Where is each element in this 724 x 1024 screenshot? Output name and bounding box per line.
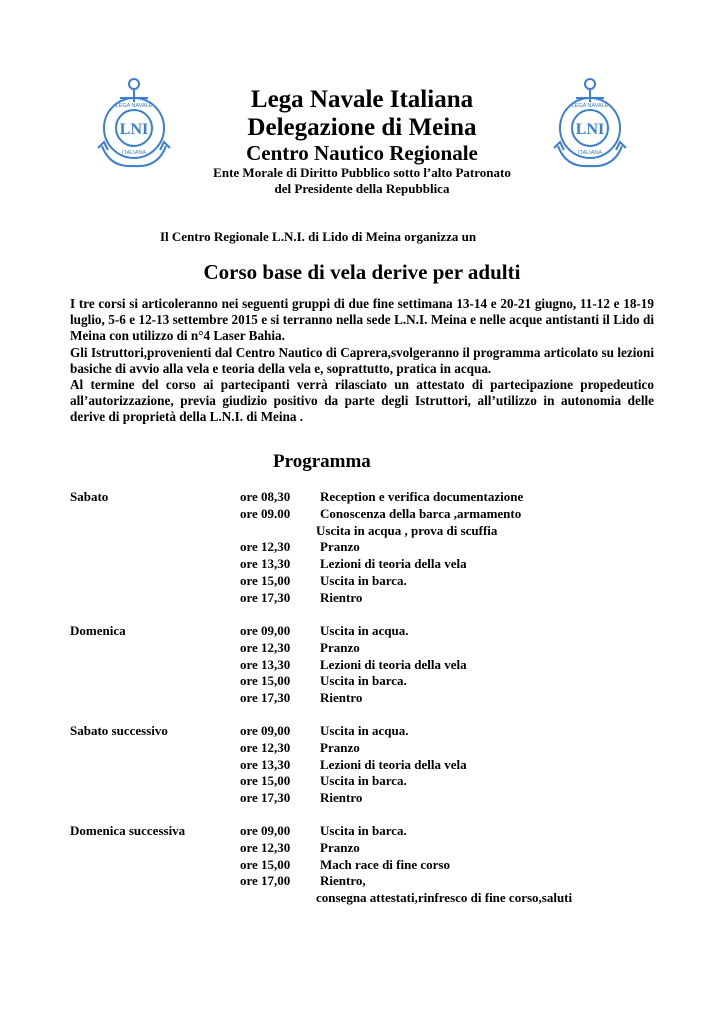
schedule-activity: Lezioni di teoria della vela <box>320 556 467 572</box>
logo-monogram: LNI <box>575 121 605 138</box>
schedule-activity: consegna attestati,rinfresco di fine corso,saluti <box>316 890 573 906</box>
schedule-activity: Conoscenza della barca ,armamento <box>320 505 522 521</box>
program-title: Programma <box>273 451 371 472</box>
schedule-activity: Rientro <box>320 690 363 706</box>
schedule-activity: Rientro <box>320 589 363 605</box>
org-title: Lega Navale Italiana <box>250 86 474 113</box>
schedule-activity: Pranzo <box>320 639 360 655</box>
description-paragraph: Gli Istruttori,provenienti dal Centro Nautico di Caprera,svolgeranno il programma articolato su lezioni basiche di avvio alla vela e teoria della vela e, soprattutto, pratica in acqua. <box>70 344 654 376</box>
logo-monogram: LNI <box>119 121 149 138</box>
header-subtitle-2: del Presidente della Repubblica <box>274 181 450 196</box>
schedule-time: ore 17,30 <box>240 690 291 706</box>
logo-text-bottom: ITALIANA <box>121 150 147 156</box>
schedule-time: ore 15,00 <box>240 573 291 588</box>
schedule-activity: Lezioni di teoria della vela <box>320 656 467 672</box>
schedule-activity: Uscita in acqua , prova di scuffia <box>316 522 498 538</box>
schedule-time: ore 17,30 <box>240 589 291 605</box>
schedule-time: ore 15,00 <box>240 673 291 689</box>
schedule-time: ore 13,30 <box>240 656 291 672</box>
course-title: Corso base di vela derive per adulti <box>203 260 521 284</box>
description-paragraph: Al termine del corso ai partecipanti verrà rilasciato un attestato di partecipazione propedeutico all’autorizzazione, previa giudizio positivo da parte degli Istruttori, all’utilizzo in autonomia delle derive di proprietà della L.N.I. di Meina . <box>70 377 654 425</box>
schedule-time: ore 12,30 <box>240 639 291 655</box>
schedule-day: Domenica successiva <box>70 823 186 838</box>
schedule-activity: Pranzo <box>320 539 360 555</box>
schedule-time: ore 12,30 <box>240 539 291 555</box>
schedule-activity: Uscita in barca. <box>320 673 407 689</box>
schedule-time: ore 17,00 <box>240 873 291 889</box>
logo-text-top: LEGA NAVALE <box>115 103 153 109</box>
logo-text-bottom: ITALIANA <box>577 150 603 156</box>
schedule-time: ore 09,00 <box>240 823 291 838</box>
delegation-title: Delegazione di Meina <box>247 114 477 141</box>
schedule-activity: Uscita in acqua. <box>320 723 409 738</box>
schedule-activity: Lezioni di teoria della vela <box>320 756 467 772</box>
schedule-time: ore 09,00 <box>240 723 291 738</box>
schedule-day: Sabato <box>70 489 109 504</box>
schedule-time: ore 17,30 <box>240 790 291 806</box>
schedule-time: ore 13,30 <box>240 556 291 572</box>
schedule-time: ore 09.00 <box>240 505 291 521</box>
schedule-time: ore 15,00 <box>240 773 291 789</box>
schedule-activity: Uscita in acqua. <box>320 623 409 638</box>
schedule-day: Domenica <box>70 623 126 638</box>
schedule-activity: Rientro, <box>320 873 366 889</box>
header-subtitle-1: Ente Morale di Diritto Pubblico sotto l’alto Patronato <box>213 165 511 180</box>
schedule-activity: Pranzo <box>320 839 360 855</box>
schedule-activity: Uscita in barca. <box>320 573 407 588</box>
schedule-activity: Uscita in barca. <box>320 823 407 838</box>
center-title: Centro Nautico Regionale <box>246 141 478 165</box>
course-description <box>70 296 654 426</box>
schedule-time: ore 09,00 <box>240 623 291 638</box>
schedule-activity: Pranzo <box>320 739 360 755</box>
schedule-activity: Reception e verifica documentazione <box>320 489 524 504</box>
schedule-time: ore 15,00 <box>240 856 291 872</box>
schedule-time: ore 08,30 <box>240 489 291 504</box>
schedule-time: ore 12,30 <box>240 739 291 755</box>
schedule-time: ore 12,30 <box>240 839 291 855</box>
schedule-time: ore 13,30 <box>240 756 291 772</box>
intro-text: Il Centro Regionale L.N.I. di Lido di Meina organizza un <box>160 229 477 244</box>
schedule-day: Sabato successivo <box>70 723 168 738</box>
schedule-activity: Rientro <box>320 790 363 806</box>
schedule-activity: Uscita in barca. <box>320 773 407 789</box>
schedule-activity: Mach race di fine corso <box>320 856 450 872</box>
logo-text-top: LEGA NAVALE <box>571 103 609 109</box>
description-paragraph: I tre corsi si articoleranno nei seguenti gruppi di due fine settimana 13-14 e 20-21 giugno, 11-12 e 18-19 luglio, 5-6 e 12-13 settembre 2015 e si terranno nella sede L.N.I. Meina e nelle acque antistanti il Lido di Meina con utilizzo di n°4 Laser Bahia. <box>70 296 654 344</box>
